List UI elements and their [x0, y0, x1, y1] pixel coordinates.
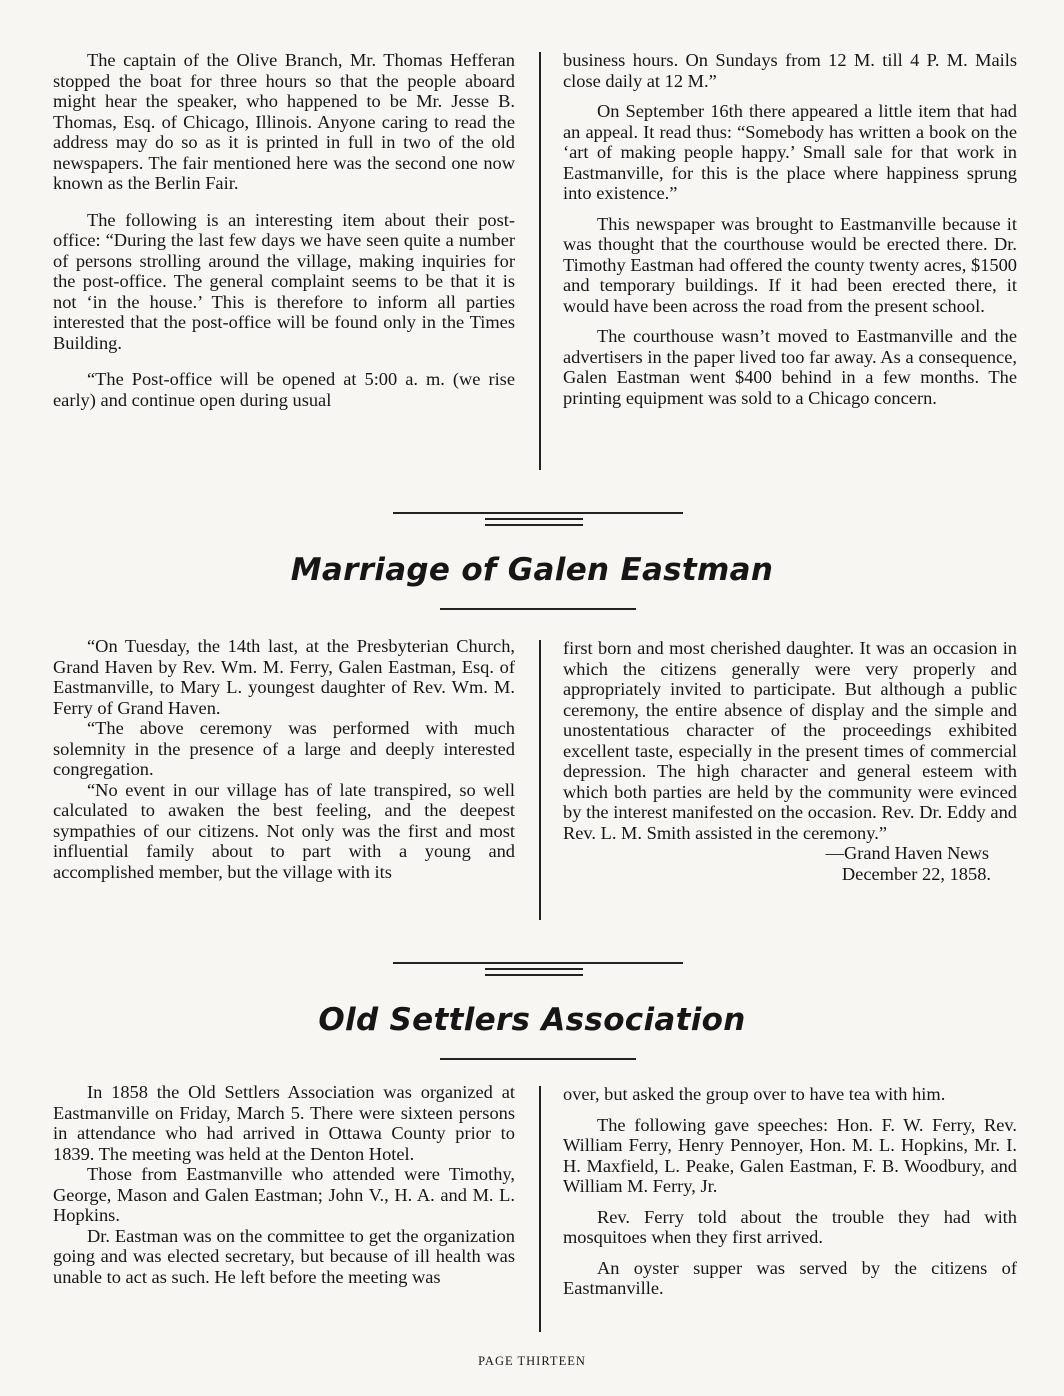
paragraph: “No event in our village has of late transpired, so well calculated to awaken the best feeling, and the deepest sympathies of our citizens. Not only was the first and most influential family about to part with a young and accomplished member, but the village with its — [53, 779, 515, 882]
section-heading-old-settlers: Old Settlers Association — [318, 1002, 746, 1038]
paragraph: Dr. Eastman was on the committee to get the organization going and was elected secretary, but because of ill health was unable to act as such. He left before the meeting was — [53, 1225, 515, 1287]
paragraph: The courthouse wasn’t moved to Eastmanville and the advertisers in the paper lived too far away. As a consequence, Galen Eastman went $400 behind in a few months. The printing equipment was sold to a Chicago concern. — [563, 326, 1017, 408]
news-source: —Grand Haven News — [825, 843, 989, 863]
article-left-column — [53, 50, 515, 410]
paragraph: The following gave speeches: Hon. F. W. Ferry, Rev. William Ferry, Henry Pennoyer, Hon. M. L. Hopkins, Mr. I. H. Maxfield, L. Peake, Galen Eastman, F. B. Woodbury, and William M. Ferry, Jr. — [563, 1114, 1017, 1196]
paragraph: This newspaper was brought to Eastmanville because it was thought that the courthouse would be erected there. Dr. Timothy Eastman had offered the county twenty acres, $1500 and temporary buildings. If it had been erected there, it would have been across the road from the present school. — [563, 213, 1017, 316]
paragraph: “The above ceremony was performed with much solemnity in the presence of a large and deeply interested congregation. — [53, 718, 515, 779]
column-divider — [539, 640, 541, 920]
article-right-column — [563, 50, 1017, 408]
heading-underline — [440, 1058, 636, 1060]
paragraph: In 1858 the Old Settlers Association was organized at Eastmanville on Friday, March 5. There were sixteen persons in attendance who had arrived in Ottawa County prior to 1839. The meeting was held at the Denton Hotel. — [53, 1082, 515, 1164]
column-divider — [539, 52, 541, 470]
paragraph: Those from Eastmanville who attended were Timothy, George, Mason and Galen Eastman; John V., H. A. and M. L. Hopkins. — [53, 1164, 515, 1225]
marriage-left-column — [53, 636, 515, 882]
page-number: PAGE THIRTEEN — [478, 1354, 586, 1368]
column-divider — [539, 1086, 541, 1332]
paragraph: “On Tuesday, the 14th last, at the Presbyterian Church, Grand Haven by Rev. Wm. M. Ferry, Galen Eastman, Esq. of Eastmanville, to Mary L. youngest daughter of Rev. Wm. M. Ferry of Grand Haven. — [53, 636, 515, 718]
heading-underline — [440, 608, 636, 610]
paragraph: business hours. On Sundays from 12 M. till 4 P. M. Mails close daily at 12 M.” — [563, 50, 1017, 91]
settlers-left-column — [53, 1082, 515, 1287]
marriage-right-column — [563, 638, 1017, 884]
news-date: December 22, 1858. — [841, 863, 991, 884]
paragraph: The captain of the Olive Branch, Mr. Thomas Hefferan stopped the boat for three hours so that the people aboard might hear the speaker, who happened to be Mr. Jesse B. Thomas, Esq. of Chicago, Illinois. Anyone caring to read the address may do so as it is printed in full in two of the old newspapers. The fair mentioned here was the second one now known as the Berlin Fair. — [53, 50, 515, 193]
paragraph: On September 16th there appeared a little item that had an appeal. It read thus: “Somebody has written a book on the ‘art of making people happy.’ Small sale for that work in Eastmanville, for this is the place where happiness sprung into existence.” — [563, 101, 1017, 203]
paragraph: over, but asked the group over to have tea with him. — [563, 1084, 946, 1104]
section-ornament — [393, 962, 683, 976]
section-ornament — [393, 512, 683, 526]
paragraph: The following is an interesting item about their post-office: “During the last few days we have seen quite a number of persons strolling around the village, making inquiries for the post-office. The general complaint seems to be that it is not ‘in the house.’ This is therefore to inform all parties interested that the post-office will be found only in the Times Building. — [53, 209, 515, 353]
settlers-right-column — [563, 1084, 1017, 1299]
section-heading-marriage: Marriage of Galen Eastman — [290, 552, 774, 588]
paragraph: An oyster supper was served by the citizens of Eastmanville. — [563, 1257, 1017, 1298]
paragraph: “The Post-office will be opened at 5:00 a. m. (we rise early) and continue open during usual — [53, 369, 515, 410]
paragraph: first born and most cherished daughter. It was an occasion in which the citizens generally were very properly and appropriately invited to participate. But although a public ceremony, the entire absence of display and the simple and unostentatious character of the proceedings exhibited excellent taste, especially in the present times of commercial depression. The high character and general esteem with which both parties are held by the community were evinced by the interest manifested on the occasion. Rev. Dr. Eddy and Rev. L. M. Smith assisted in the ceremony.” — [563, 638, 1017, 843]
paragraph: Rev. Ferry told about the trouble they had with mosquitoes when they first arrived. — [563, 1206, 1017, 1247]
